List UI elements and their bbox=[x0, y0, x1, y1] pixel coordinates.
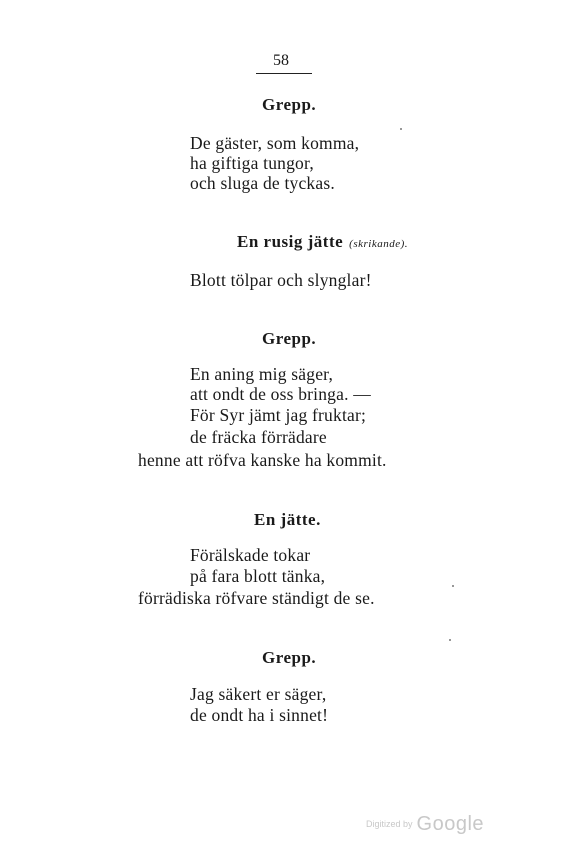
speaker-heading: Grepp. bbox=[262, 95, 317, 114]
scan-speck bbox=[400, 128, 402, 130]
verse-line: För Syr jämt jag fruktar; bbox=[190, 405, 367, 425]
verse-line: Förälskade tokar bbox=[190, 545, 311, 565]
verse-line: de ondt ha i sinnet! bbox=[190, 705, 329, 725]
speaker-heading: Grepp. bbox=[262, 329, 317, 348]
scan-speck bbox=[452, 585, 454, 587]
speaker-heading: En jätte. bbox=[254, 510, 321, 529]
verse-line: att ondt de oss bringa. — bbox=[190, 384, 371, 404]
watermark-prefix: Digitized by bbox=[366, 819, 413, 829]
verse-line: En aning mig säger, bbox=[190, 364, 334, 384]
verse-line: De gäster, som komma, bbox=[190, 133, 360, 153]
verse-line: och sluga de tyckas. bbox=[190, 173, 335, 193]
verse-line: förrädiska röfvare ständigt de se. bbox=[138, 588, 375, 608]
scan-speck bbox=[449, 639, 451, 641]
verse-line: Blott tölpar och slynglar! bbox=[190, 270, 372, 290]
page-number-rule bbox=[256, 73, 312, 74]
verse-line: henne att röfva kanske ha kommit. bbox=[138, 450, 387, 470]
verse-line: de fräcka förrädare bbox=[190, 427, 327, 447]
speaker-heading: Grepp. bbox=[262, 648, 317, 667]
digitized-watermark bbox=[366, 813, 484, 836]
stage-direction: (skrikande). bbox=[349, 238, 409, 250]
speaker-heading bbox=[237, 232, 408, 252]
page-number: 58 bbox=[273, 52, 289, 69]
google-logo: Google bbox=[416, 813, 485, 835]
verse-line: på fara blott tänka, bbox=[190, 566, 326, 586]
speaker-name: En rusig jätte bbox=[237, 232, 344, 251]
verse-line: ha giftiga tungor, bbox=[190, 153, 314, 173]
verse-line: Jag säkert er säger, bbox=[190, 684, 327, 704]
